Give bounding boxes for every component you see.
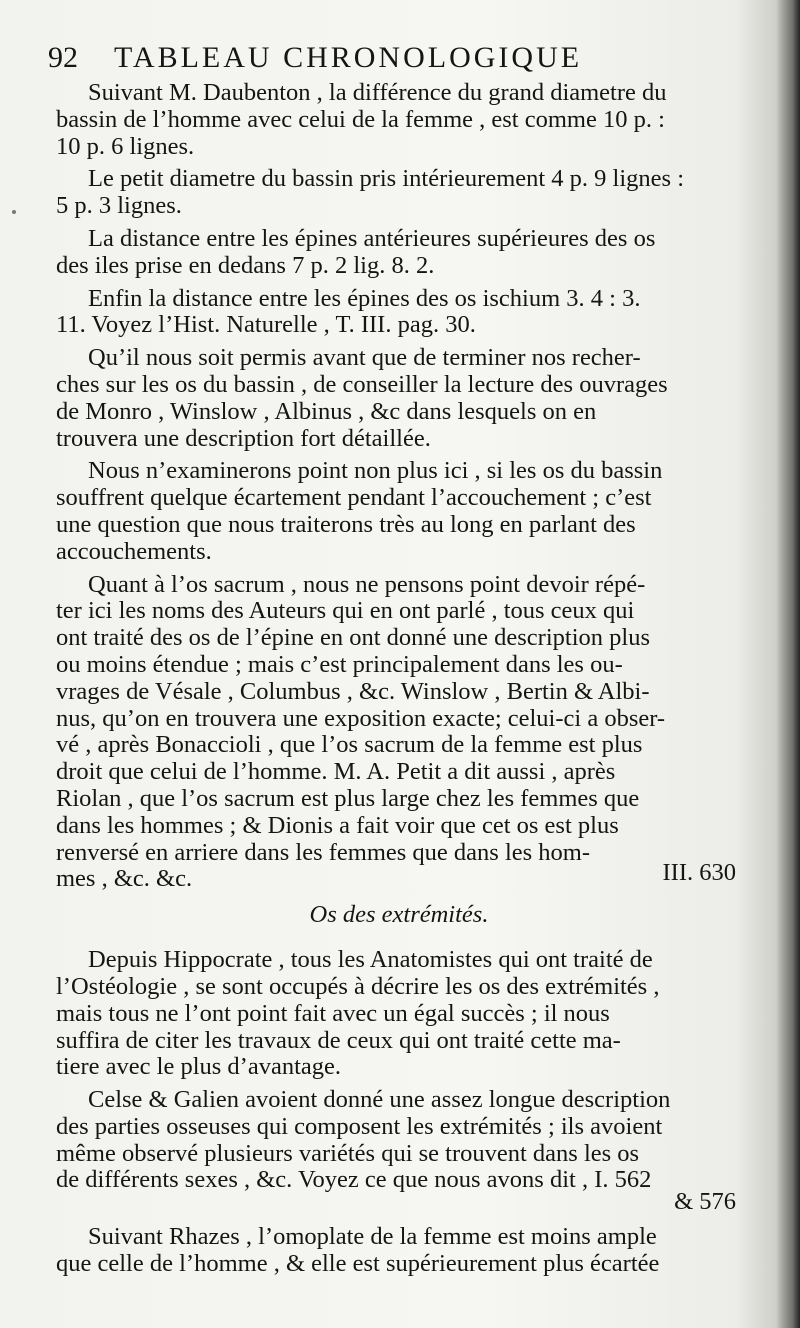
text-line: mais tous ne l’ont point fait avec un égal succès ; il nous xyxy=(56,999,610,1027)
text-line: accouchements. xyxy=(56,537,212,565)
text-line: Celse & Galien avoient donné une assez longue description xyxy=(88,1086,671,1114)
text-line: une question que nous traiterons très au long en parlant des xyxy=(56,510,636,538)
text-line: des parties osseuses qui composent les extrémités ; ils avoient xyxy=(56,1112,663,1140)
text-line: droit que celui de l’homme. M. A. Petit a dit aussi , après xyxy=(56,758,616,786)
text-line: Nous n’examinerons point non plus ici , si les os du bassin xyxy=(88,457,663,485)
text-line: de différents sexes , &c. Voyez ce que nous avons dit , I. 562 xyxy=(56,1166,652,1194)
text-line: tiere avec le plus d’avantage. xyxy=(56,1053,342,1081)
text-line: Suivant M. Daubenton , la différence du grand diametre du xyxy=(88,79,667,106)
text-line: vé , après Bonaccioli , que l’os sacrum de la femme est plus xyxy=(56,731,643,759)
paragraph xyxy=(56,458,742,565)
running-title: TABLEAU CHRONOLOGIQUE xyxy=(114,41,583,74)
text-line: Riolan , que l’os sacrum est plus large chez les femmes que xyxy=(56,784,640,812)
text-line: ches sur les os du bassin , de conseiller la lecture des ouvrages xyxy=(56,370,668,398)
text-line: 11. Voyez l’Hist. Naturelle , T. III. pag. 30. xyxy=(56,311,476,339)
paragraph xyxy=(56,80,742,160)
page-body xyxy=(56,80,742,1284)
page-number: 92 xyxy=(48,41,78,74)
text-line: Enfin la distance entre les épines des os ischium 3. 4 : 3. xyxy=(88,284,641,312)
text-line: 5 p. 3 lignes. xyxy=(56,192,182,220)
text-line: ter ici les noms des Auteurs qui en ont parlé , tous ceux qui xyxy=(56,597,635,625)
page-gutter-shadow xyxy=(776,0,800,1328)
text-line: vrages de Vésale , Columbus , &c. Winslow , Bertin & Albi- xyxy=(56,677,650,705)
running-header xyxy=(48,38,738,78)
text-line: 10 p. 6 lignes. xyxy=(56,132,195,160)
paragraph xyxy=(56,345,742,452)
text-line: même observé plusieurs variétés qui se trouvent dans les os xyxy=(56,1139,640,1167)
text-line: souffrent quelque écartement pendant l’accouchement ; c’est xyxy=(56,484,652,512)
text-line: de Monro , Winslow , Albinus , &c dans lesquels on en xyxy=(56,397,597,425)
ink-speck xyxy=(12,210,16,214)
text-line: Le petit diametre du bassin pris intérieurement 4 p. 9 lignes : xyxy=(88,165,685,193)
text-line: La distance entre les épines antérieures supérieures des os xyxy=(88,224,656,252)
text-line: Qu’il nous soit permis avant que de terminer nos recher- xyxy=(88,344,641,372)
text-line: l’Ostéologie , se sont occupés à décrire les os des extrémités , xyxy=(56,972,660,1000)
text-line: nus, qu’on en trouvera une exposition exacte; celui-ci a obser- xyxy=(56,704,666,732)
text-line: Quant à l’os sacrum , nous ne pensons point devoir répé- xyxy=(88,570,646,598)
paragraph xyxy=(56,1086,742,1216)
text-line: renversé en arriere dans les femmes que dans les hom- xyxy=(56,838,591,866)
text-line: ou moins étendue ; mais c’est principalement dans les ou- xyxy=(56,650,623,678)
text-line: bassin de l’homme avec celui de la femme , est comme 10 p. : xyxy=(56,105,665,133)
paragraph xyxy=(56,1224,742,1278)
text-line: trouvera une description fort détaillée. xyxy=(56,424,431,452)
text-line: dans les hommes ; & Dionis a fait voir que cet os est plus xyxy=(56,811,619,839)
text-line: des iles prise en dedans 7 p. 2 lig. 8. 2. xyxy=(56,251,435,279)
paragraph xyxy=(56,166,742,220)
text-line: suffira de citer les travaux de ceux qui ont traité cette ma- xyxy=(56,1026,621,1054)
text-line: Depuis Hippocrate , tous les Anatomistes qui ont traité de xyxy=(88,946,653,974)
text-line: Suivant Rhazes , l’omoplate de la femme est moins ample xyxy=(88,1223,657,1251)
paragraph xyxy=(56,286,742,340)
volume-reference: III. 630 xyxy=(662,859,736,887)
text-line: ont traité des os de l’épine en ont donné une description plus xyxy=(56,624,650,652)
text-line: mes , &c. &c. xyxy=(56,865,193,893)
text-line: que celle de l’homme , & elle est supérieurement plus écartée xyxy=(56,1250,660,1278)
paragraph xyxy=(56,947,742,1081)
volume-reference: & 576 xyxy=(674,1188,736,1216)
section-heading: Os des extrémités. xyxy=(309,901,489,929)
paragraph xyxy=(56,226,742,280)
paragraph xyxy=(56,572,742,894)
